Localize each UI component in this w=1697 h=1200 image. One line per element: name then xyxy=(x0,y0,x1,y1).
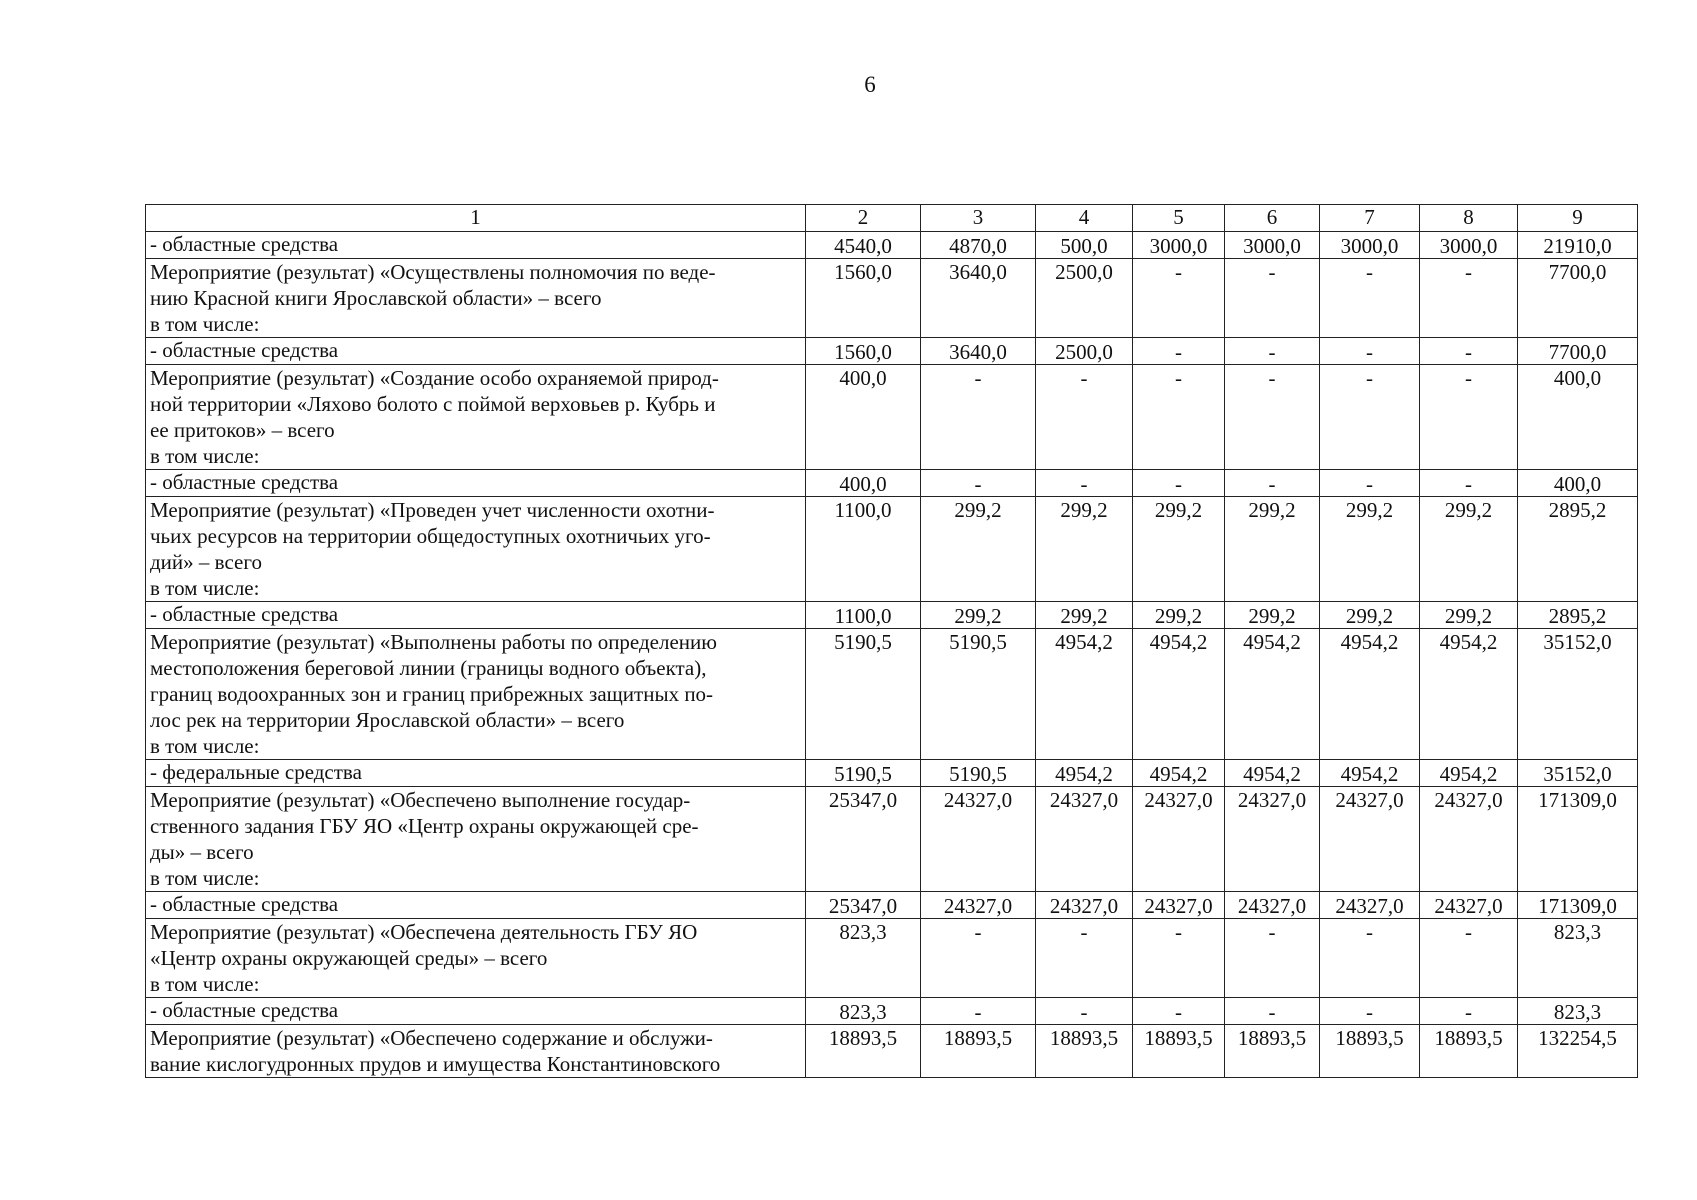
value-cell: 4954,2 xyxy=(1420,760,1518,787)
value-cell: 18893,5 xyxy=(1225,1025,1320,1078)
measure-row xyxy=(146,497,1638,602)
value-cell: 3000,0 xyxy=(1225,232,1320,259)
funding-source-row xyxy=(146,892,1638,919)
value-cell: 24327,0 xyxy=(1420,892,1518,919)
value-cell: - xyxy=(921,365,1036,470)
value-cell: - xyxy=(1133,338,1225,365)
value-cell: - xyxy=(1225,365,1320,470)
description-cell xyxy=(146,602,806,629)
measure-row xyxy=(146,365,1638,470)
value-cell: 823,3 xyxy=(806,919,921,998)
value-cell: 400,0 xyxy=(1518,470,1638,497)
description-cell xyxy=(146,787,806,892)
value-cell: 4954,2 xyxy=(1036,760,1133,787)
value-cell: 4954,2 xyxy=(1133,760,1225,787)
description-line: в том числе: xyxy=(150,972,260,996)
value-cell: 18893,5 xyxy=(1420,1025,1518,1078)
header-cell: 3 xyxy=(921,205,1036,232)
value-cell: 299,2 xyxy=(1036,602,1133,629)
funding-source-row xyxy=(146,998,1638,1025)
value-cell: 18893,5 xyxy=(806,1025,921,1078)
value-cell: 18893,5 xyxy=(1320,1025,1420,1078)
header-cell: 5 xyxy=(1133,205,1225,232)
value-cell: - xyxy=(1036,470,1133,497)
value-cell: - xyxy=(1420,470,1518,497)
value-cell: 823,3 xyxy=(806,998,921,1025)
funding-source-row xyxy=(146,338,1638,365)
description-line: - областные средства xyxy=(150,892,339,916)
value-cell: 24327,0 xyxy=(921,787,1036,892)
value-cell: 24327,0 xyxy=(1036,787,1133,892)
value-cell: - xyxy=(921,470,1036,497)
description-line: лос рек на территории Ярославской области» – всего xyxy=(150,708,625,732)
value-cell: - xyxy=(1036,998,1133,1025)
value-cell: 3000,0 xyxy=(1133,232,1225,259)
description-line: нию Красной книги Ярославской области» – всего xyxy=(150,286,602,310)
header-cell: 8 xyxy=(1420,205,1518,232)
value-cell: 5190,5 xyxy=(806,629,921,760)
value-cell: 5190,5 xyxy=(806,760,921,787)
value-cell: 24327,0 xyxy=(1225,787,1320,892)
description-line: - областные средства xyxy=(150,232,339,256)
description-line: дий» – всего xyxy=(150,550,262,574)
value-cell: 132254,5 xyxy=(1518,1025,1638,1078)
value-cell: 18893,5 xyxy=(1133,1025,1225,1078)
description-line: - областные средства xyxy=(150,338,339,362)
description-line: чьих ресурсов на территории общедоступных охотничьих уго- xyxy=(150,524,711,548)
description-line: Мероприятие (результат) «Обеспечена деятельность ГБУ ЯО xyxy=(150,920,698,944)
measure-row xyxy=(146,259,1638,338)
value-cell: 400,0 xyxy=(1518,365,1638,470)
value-cell: 299,2 xyxy=(921,497,1036,602)
description-cell xyxy=(146,259,806,338)
measure-row xyxy=(146,629,1638,760)
budget-table xyxy=(145,204,1638,1078)
value-cell: - xyxy=(1133,470,1225,497)
value-cell: - xyxy=(1420,919,1518,998)
description-cell xyxy=(146,338,806,365)
value-cell: - xyxy=(1420,998,1518,1025)
value-cell: 171309,0 xyxy=(1518,892,1638,919)
description-line: Мероприятие (результат) «Обеспечено выполнение государ- xyxy=(150,788,691,812)
value-cell: 299,2 xyxy=(1320,602,1420,629)
description-cell xyxy=(146,629,806,760)
value-cell: 171309,0 xyxy=(1518,787,1638,892)
value-cell: - xyxy=(1320,919,1420,998)
value-cell: 24327,0 xyxy=(1133,892,1225,919)
description-line: в том числе: xyxy=(150,444,260,468)
value-cell: 500,0 xyxy=(1036,232,1133,259)
header-cell: 7 xyxy=(1320,205,1420,232)
value-cell: 1560,0 xyxy=(806,259,921,338)
value-cell: 299,2 xyxy=(1133,497,1225,602)
value-cell: 24327,0 xyxy=(1036,892,1133,919)
value-cell: 299,2 xyxy=(1133,602,1225,629)
value-cell: 4540,0 xyxy=(806,232,921,259)
description-line: ее притоков» – всего xyxy=(150,418,335,442)
value-cell: 299,2 xyxy=(1420,602,1518,629)
value-cell: 35152,0 xyxy=(1518,760,1638,787)
value-cell: 4954,2 xyxy=(1320,629,1420,760)
value-cell: 4954,2 xyxy=(1420,629,1518,760)
description-cell xyxy=(146,365,806,470)
value-cell: 299,2 xyxy=(921,602,1036,629)
value-cell: 400,0 xyxy=(806,470,921,497)
description-line: «Центр охраны окружающей среды» – всего xyxy=(150,946,548,970)
value-cell: - xyxy=(1320,470,1420,497)
description-line: Мероприятие (результат) «Выполнены работы по определению xyxy=(150,630,717,654)
value-cell: 24327,0 xyxy=(1133,787,1225,892)
value-cell: - xyxy=(1133,998,1225,1025)
value-cell: 25347,0 xyxy=(806,787,921,892)
value-cell: 299,2 xyxy=(1036,497,1133,602)
description-line: в том числе: xyxy=(150,734,260,758)
value-cell: 24327,0 xyxy=(1320,892,1420,919)
value-cell: 4954,2 xyxy=(1225,760,1320,787)
value-cell: 299,2 xyxy=(1320,497,1420,602)
header-cell: 2 xyxy=(806,205,921,232)
value-cell: 3000,0 xyxy=(1420,232,1518,259)
value-cell: 5190,5 xyxy=(921,760,1036,787)
description-line: в том числе: xyxy=(150,312,260,336)
value-cell: 2500,0 xyxy=(1036,259,1133,338)
value-cell: 21910,0 xyxy=(1518,232,1638,259)
value-cell: 299,2 xyxy=(1225,497,1320,602)
table-body xyxy=(146,205,1638,1078)
page-number: 6 xyxy=(864,72,876,97)
description-line: местоположения береговой линии (границы водного объекта), xyxy=(150,656,707,680)
description-line: - областные средства xyxy=(150,470,339,494)
value-cell: - xyxy=(1225,919,1320,998)
value-cell: 4954,2 xyxy=(1225,629,1320,760)
header-cell: 4 xyxy=(1036,205,1133,232)
description-cell xyxy=(146,470,806,497)
funding-source-row xyxy=(146,760,1638,787)
value-cell: 7700,0 xyxy=(1518,259,1638,338)
description-line: ды» – всего xyxy=(150,840,254,864)
description-cell xyxy=(146,919,806,998)
value-cell: 24327,0 xyxy=(1320,787,1420,892)
description-line: Мероприятие (результат) «Обеспечено содержание и обслужи- xyxy=(150,1026,713,1050)
value-cell: 24327,0 xyxy=(1225,892,1320,919)
description-cell xyxy=(146,232,806,259)
description-cell xyxy=(146,892,806,919)
value-cell: - xyxy=(1320,998,1420,1025)
description-line: в том числе: xyxy=(150,576,260,600)
description-cell xyxy=(146,1025,806,1078)
header-cell: 6 xyxy=(1225,205,1320,232)
value-cell: 1560,0 xyxy=(806,338,921,365)
measure-row xyxy=(146,787,1638,892)
value-cell: - xyxy=(1420,259,1518,338)
value-cell: 400,0 xyxy=(806,365,921,470)
value-cell: 18893,5 xyxy=(1036,1025,1133,1078)
measure-row xyxy=(146,1025,1638,1078)
description-cell xyxy=(146,760,806,787)
value-cell: 3000,0 xyxy=(1320,232,1420,259)
value-cell: 2895,2 xyxy=(1518,602,1638,629)
value-cell: - xyxy=(921,998,1036,1025)
value-cell: 35152,0 xyxy=(1518,629,1638,760)
value-cell: - xyxy=(1320,259,1420,338)
value-cell: - xyxy=(1225,338,1320,365)
value-cell: - xyxy=(1420,338,1518,365)
description-line: - областные средства xyxy=(150,602,339,626)
value-cell: 7700,0 xyxy=(1518,338,1638,365)
header-cell: 1 xyxy=(146,205,806,232)
value-cell: 1100,0 xyxy=(806,497,921,602)
description-line: - областные средства xyxy=(150,998,339,1022)
value-cell: 24327,0 xyxy=(1420,787,1518,892)
description-line: - федеральные средства xyxy=(150,760,362,784)
description-line: в том числе: xyxy=(150,866,260,890)
value-cell: 4954,2 xyxy=(1320,760,1420,787)
description-line: Мероприятие (результат) «Осуществлены полномочия по веде- xyxy=(150,260,716,284)
value-cell: 3640,0 xyxy=(921,259,1036,338)
value-cell: 2500,0 xyxy=(1036,338,1133,365)
value-cell: 1100,0 xyxy=(806,602,921,629)
value-cell: 4954,2 xyxy=(1133,629,1225,760)
value-cell: - xyxy=(1320,338,1420,365)
value-cell: 823,3 xyxy=(1518,919,1638,998)
value-cell: 823,3 xyxy=(1518,998,1638,1025)
value-cell: - xyxy=(1225,998,1320,1025)
funding-source-row xyxy=(146,602,1638,629)
description-cell xyxy=(146,998,806,1025)
value-cell: - xyxy=(1133,919,1225,998)
header-cell: 9 xyxy=(1518,205,1638,232)
funding-source-row xyxy=(146,470,1638,497)
value-cell: - xyxy=(1225,470,1320,497)
value-cell: 3640,0 xyxy=(921,338,1036,365)
value-cell: - xyxy=(1225,259,1320,338)
value-cell: 25347,0 xyxy=(806,892,921,919)
value-cell: 5190,5 xyxy=(921,629,1036,760)
header-row xyxy=(146,205,1638,232)
description-line: границ водоохранных зон и границ прибрежных защитных по- xyxy=(150,682,714,706)
value-cell: 299,2 xyxy=(1420,497,1518,602)
value-cell: - xyxy=(1320,365,1420,470)
measure-row xyxy=(146,919,1638,998)
value-cell: 2895,2 xyxy=(1518,497,1638,602)
description-cell xyxy=(146,497,806,602)
description-line: ственного задания ГБУ ЯО «Центр охраны окружающей сре- xyxy=(150,814,699,838)
value-cell: 4954,2 xyxy=(1036,629,1133,760)
value-cell: 24327,0 xyxy=(921,892,1036,919)
value-cell: - xyxy=(1420,365,1518,470)
value-cell: - xyxy=(1133,365,1225,470)
value-cell: - xyxy=(1036,365,1133,470)
value-cell: - xyxy=(921,919,1036,998)
description-line: ной территории «Ляхово болото с поймой верховьев р. Кубрь и xyxy=(150,392,716,416)
value-cell: 18893,5 xyxy=(921,1025,1036,1078)
description-line: Мероприятие (результат) «Создание особо охраняемой природ- xyxy=(150,366,719,390)
description-line: вание кислогудронных прудов и имущества Константиновского xyxy=(150,1052,721,1076)
description-line: Мероприятие (результат) «Проведен учет численности охотни- xyxy=(150,498,715,522)
funding-source-row xyxy=(146,232,1638,259)
value-cell: 4870,0 xyxy=(921,232,1036,259)
value-cell: 299,2 xyxy=(1225,602,1320,629)
value-cell: - xyxy=(1133,259,1225,338)
value-cell: - xyxy=(1036,919,1133,998)
